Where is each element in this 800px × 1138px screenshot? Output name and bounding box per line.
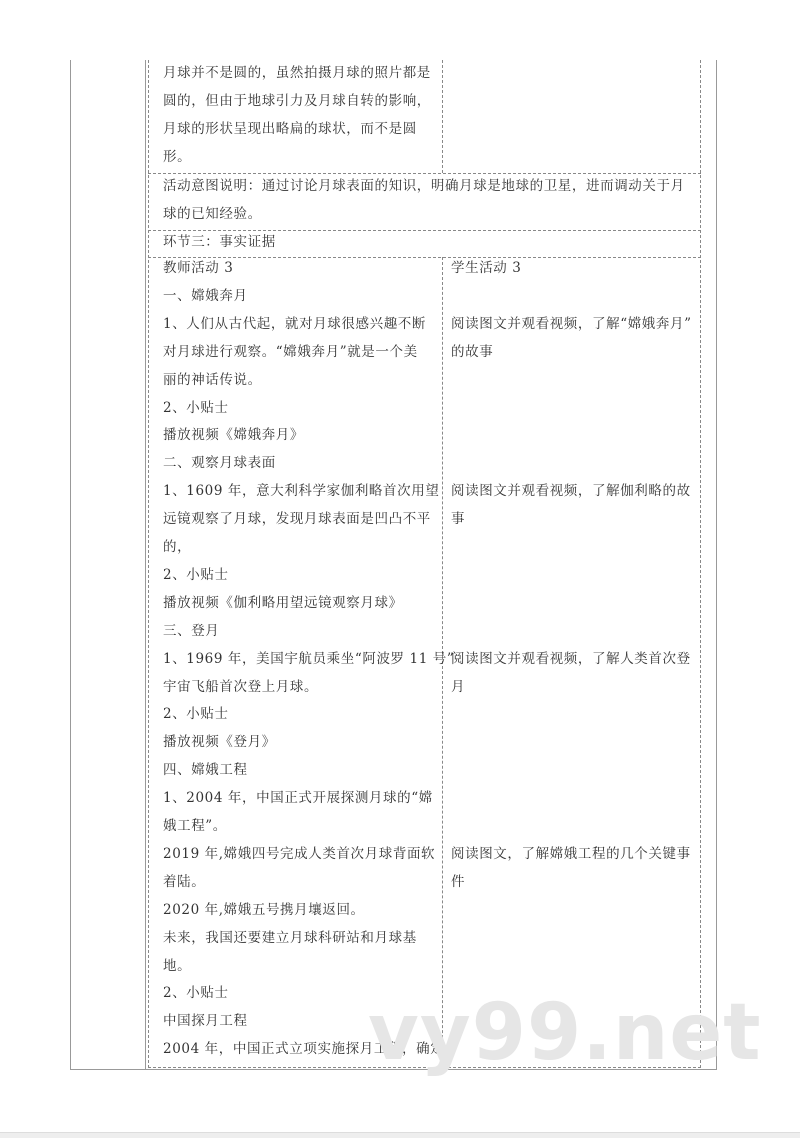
text-line: 形。 bbox=[163, 149, 192, 165]
text-line: 月 bbox=[451, 678, 466, 695]
text-line: 四、嫦娥工程 bbox=[163, 762, 248, 779]
text-line: 阅读图文并观看视频，了解伽利略的故 bbox=[451, 483, 691, 500]
text-line: 播放视频《伽利略用望远镜观察月球》 bbox=[163, 594, 403, 611]
text-line: 中国探月工程 bbox=[163, 1013, 248, 1030]
text-line: 1、1969 年，美国宇航员乘坐“阿波罗 11 号” bbox=[163, 650, 455, 667]
text-line: 学生活动 3 bbox=[451, 260, 522, 276]
text-line: 远镜观察了月球，发现月球表面是凹凸不平 bbox=[163, 511, 431, 528]
text-line: 2020 年,嫦娥五号携月壤返回。 bbox=[163, 901, 365, 918]
text-line: 月球的形状呈现出略扁的球状，而不是圆 bbox=[163, 121, 417, 137]
text-line: 丽的神话传说。 bbox=[163, 371, 262, 388]
text-line: 2、小贴士 bbox=[163, 566, 229, 583]
page-edge bbox=[0, 1132, 800, 1138]
text-line: 球的已知经验。 bbox=[163, 205, 262, 222]
text-line: 阅读图文，了解嫦娥工程的几个关键事 bbox=[451, 845, 691, 862]
text-line: 的， bbox=[163, 539, 192, 555]
watermark: vy99.net bbox=[368, 988, 762, 1078]
text-line: 着陆。 bbox=[163, 873, 206, 890]
text-line: 播放视频《嫦娥奔月》 bbox=[163, 427, 304, 444]
text-line: 未来，我国还要建立月球科研站和月球基 bbox=[163, 929, 417, 946]
text-line: 三、登月 bbox=[163, 622, 220, 639]
text-line: 宇宙飞船首次登上月球。 bbox=[163, 678, 319, 695]
text-line: 圆的，但由于地球引力及月球自转的影响， bbox=[163, 93, 431, 109]
text-line: 二、观察月球表面 bbox=[163, 455, 276, 472]
text-line: 教师活动 3 bbox=[163, 260, 234, 276]
text-line: 件 bbox=[451, 873, 466, 890]
text-line: 阅读图文并观看视频，了解人类首次登 bbox=[451, 650, 691, 667]
text-line: 2019 年,嫦娥四号完成人类首次月球背面软 bbox=[163, 845, 436, 862]
section-title: 环节三：事实证据 bbox=[163, 234, 276, 250]
text-line: 活动意图说明：通过讨论月球表面的知识，明确月球是地球的卫星，进而调动关于月 bbox=[163, 178, 685, 194]
text-line: 一、嫦娥奔月 bbox=[163, 287, 248, 304]
column-divider-top bbox=[442, 60, 443, 173]
text-line: 对月球进行观察。“嫦娥奔月”就是一个美 bbox=[163, 343, 418, 360]
row-divider bbox=[148, 230, 701, 231]
text-line: 2004 年，中国正式立项实施探月工程，确定 bbox=[163, 1041, 445, 1058]
text-line: 月球并不是圆的，虽然拍摄月球的照片都是 bbox=[163, 65, 431, 81]
text-line: 2、小贴士 bbox=[163, 706, 229, 723]
text-line: 事 bbox=[451, 511, 466, 528]
text-line: 2、小贴士 bbox=[163, 399, 229, 416]
text-line: 的故事 bbox=[451, 343, 494, 360]
text-line: 1、人们从古代起，就对月球很感兴趣不断 bbox=[163, 315, 426, 332]
text-line: 娥工程”。 bbox=[163, 818, 227, 834]
left-label-column bbox=[70, 60, 146, 1070]
text-line: 1、2004 年，中国正式开展探测月球的“嫦 bbox=[163, 790, 433, 807]
text-line: 2、小贴士 bbox=[163, 985, 229, 1002]
text-line: 1、1609 年，意大利科学家伽利略首次用望 bbox=[163, 483, 440, 500]
text-line: 阅读图文并观看视频，了解“嫦娥奔月” bbox=[451, 315, 692, 332]
row-divider bbox=[148, 173, 701, 174]
text-line: 地。 bbox=[163, 957, 192, 974]
text-line: 播放视频《登月》 bbox=[163, 734, 276, 751]
